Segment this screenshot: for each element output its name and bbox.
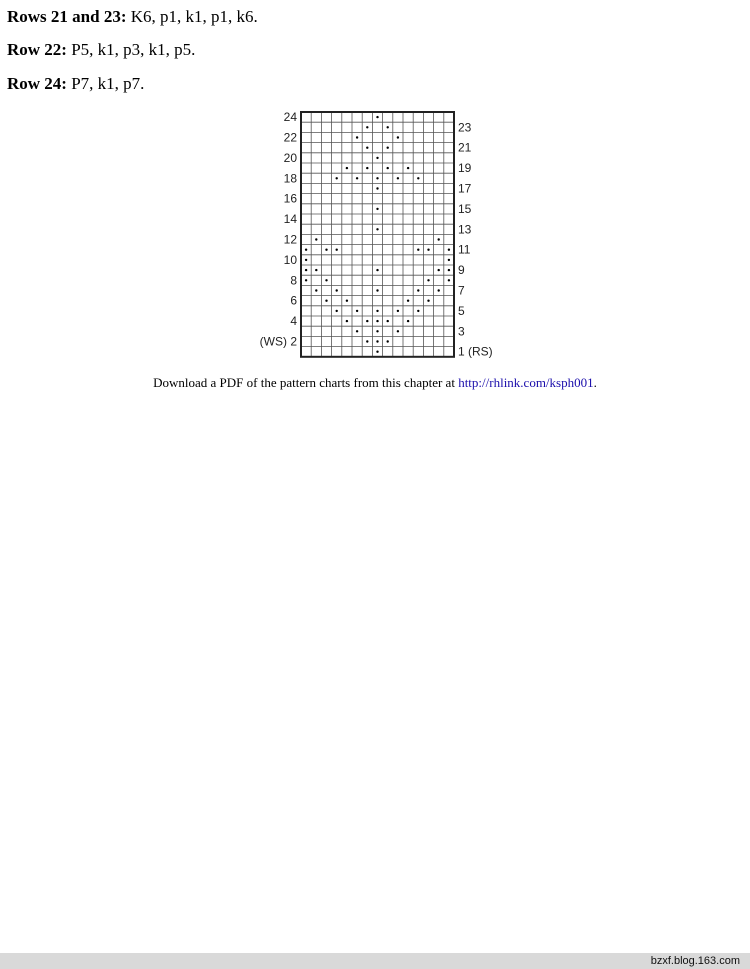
purl-dot [325,300,327,302]
purl-dot [336,249,338,251]
chart-caption [0,375,750,391]
purl-dot [305,269,307,271]
knitting-chart [0,0,750,380]
row-label-right: 17 [458,181,472,196]
row-label-right: 5 [458,303,465,318]
purl-dot [448,279,450,281]
purl-dot [366,320,368,322]
purl-dot [315,269,317,271]
purl-dot [376,228,378,230]
row-label-left: 18 [283,171,297,186]
row-label-right: 19 [458,161,472,176]
purl-dot [387,340,389,342]
purl-dot [376,157,378,159]
row-label-left: 20 [283,150,297,165]
purl-dot [397,136,399,138]
purl-dot [407,320,409,322]
purl-dot [376,330,378,332]
row-label-right: 13 [458,222,472,237]
purl-dot [376,351,378,353]
row-label-right: 7 [458,283,465,298]
purl-dot [448,249,450,251]
instruction-text: K6, p1, k1, p1, k6. [126,7,258,26]
purl-dot [366,126,368,128]
purl-dot [356,177,358,179]
row-label-left: 4 [290,314,297,329]
purl-dot [448,269,450,271]
purl-dot [407,167,409,169]
purl-dot [438,269,440,271]
purl-dot [448,259,450,261]
purl-dot [376,177,378,179]
instruction-label: Row 24: [7,74,67,93]
purl-dot [376,116,378,118]
purl-dot [427,279,429,281]
row-label-left: 10 [283,252,297,267]
purl-dot [417,289,419,291]
instruction-label: Row 22: [7,40,67,59]
instruction-text: P7, k1, p7. [66,74,145,93]
purl-dot [376,320,378,322]
purl-dot [376,187,378,189]
purl-dot [356,310,358,312]
purl-dot [387,167,389,169]
purl-dot [346,320,348,322]
row-label-right: 9 [458,263,465,278]
purl-dot [366,147,368,149]
purl-dot [438,238,440,240]
purl-dot [387,147,389,149]
purl-dot [366,340,368,342]
row-label-left: 24 [283,110,297,125]
purl-dot [397,310,399,312]
purl-dot [387,126,389,128]
row-label-left: 14 [283,212,297,227]
purl-dot [407,300,409,302]
row-label-right: 21 [458,140,472,155]
watermark-text: bzxf.blog.163.com [650,955,740,967]
pattern-pdf-link[interactable]: http://rhlink.com/ksph001 [458,375,594,390]
row-label-left: 8 [290,273,297,288]
footer-bar [0,953,750,969]
caption-suffix: . [593,375,597,390]
purl-dot [356,136,358,138]
purl-dot [376,269,378,271]
row-label-left: 6 [290,293,297,308]
instruction-label: Rows 21 and 23: [7,7,127,26]
row-label-right: 15 [458,201,472,216]
purl-dot [315,289,317,291]
purl-dot [346,300,348,302]
purl-dot [438,289,440,291]
purl-dot [366,167,368,169]
purl-dot [305,279,307,281]
row-label-left: 16 [283,191,297,206]
purl-dot [417,249,419,251]
row-label-right: 23 [458,120,472,135]
purl-dot [325,279,327,281]
purl-dot [305,259,307,261]
purl-dot [417,310,419,312]
purl-dot [427,249,429,251]
purl-dot [356,330,358,332]
purl-dot [397,177,399,179]
row-label-right: 1 (RS) [458,344,493,359]
purl-dot [336,289,338,291]
knitting-chart-svg [0,0,750,380]
purl-dot [387,320,389,322]
row-label-left: 22 [283,130,297,145]
purl-dot [336,177,338,179]
purl-dot [427,300,429,302]
row-label-left: 12 [283,232,297,247]
purl-dot [376,310,378,312]
purl-dot [376,340,378,342]
purl-dot [417,177,419,179]
purl-dot [346,167,348,169]
purl-dot [376,208,378,210]
purl-dot [397,330,399,332]
row-label-right: 11 [458,242,471,257]
purl-dot [336,310,338,312]
purl-dot [305,249,307,251]
purl-dot [376,289,378,291]
caption-text: Download a PDF of the pattern charts from this chapter at [153,375,459,390]
purl-dot [325,249,327,251]
row-label-left: (WS) 2 [259,334,297,349]
instruction-text: P5, k1, p3, k1, p5. [66,40,196,59]
purl-dot [315,238,317,240]
row-label-right: 3 [458,324,465,339]
